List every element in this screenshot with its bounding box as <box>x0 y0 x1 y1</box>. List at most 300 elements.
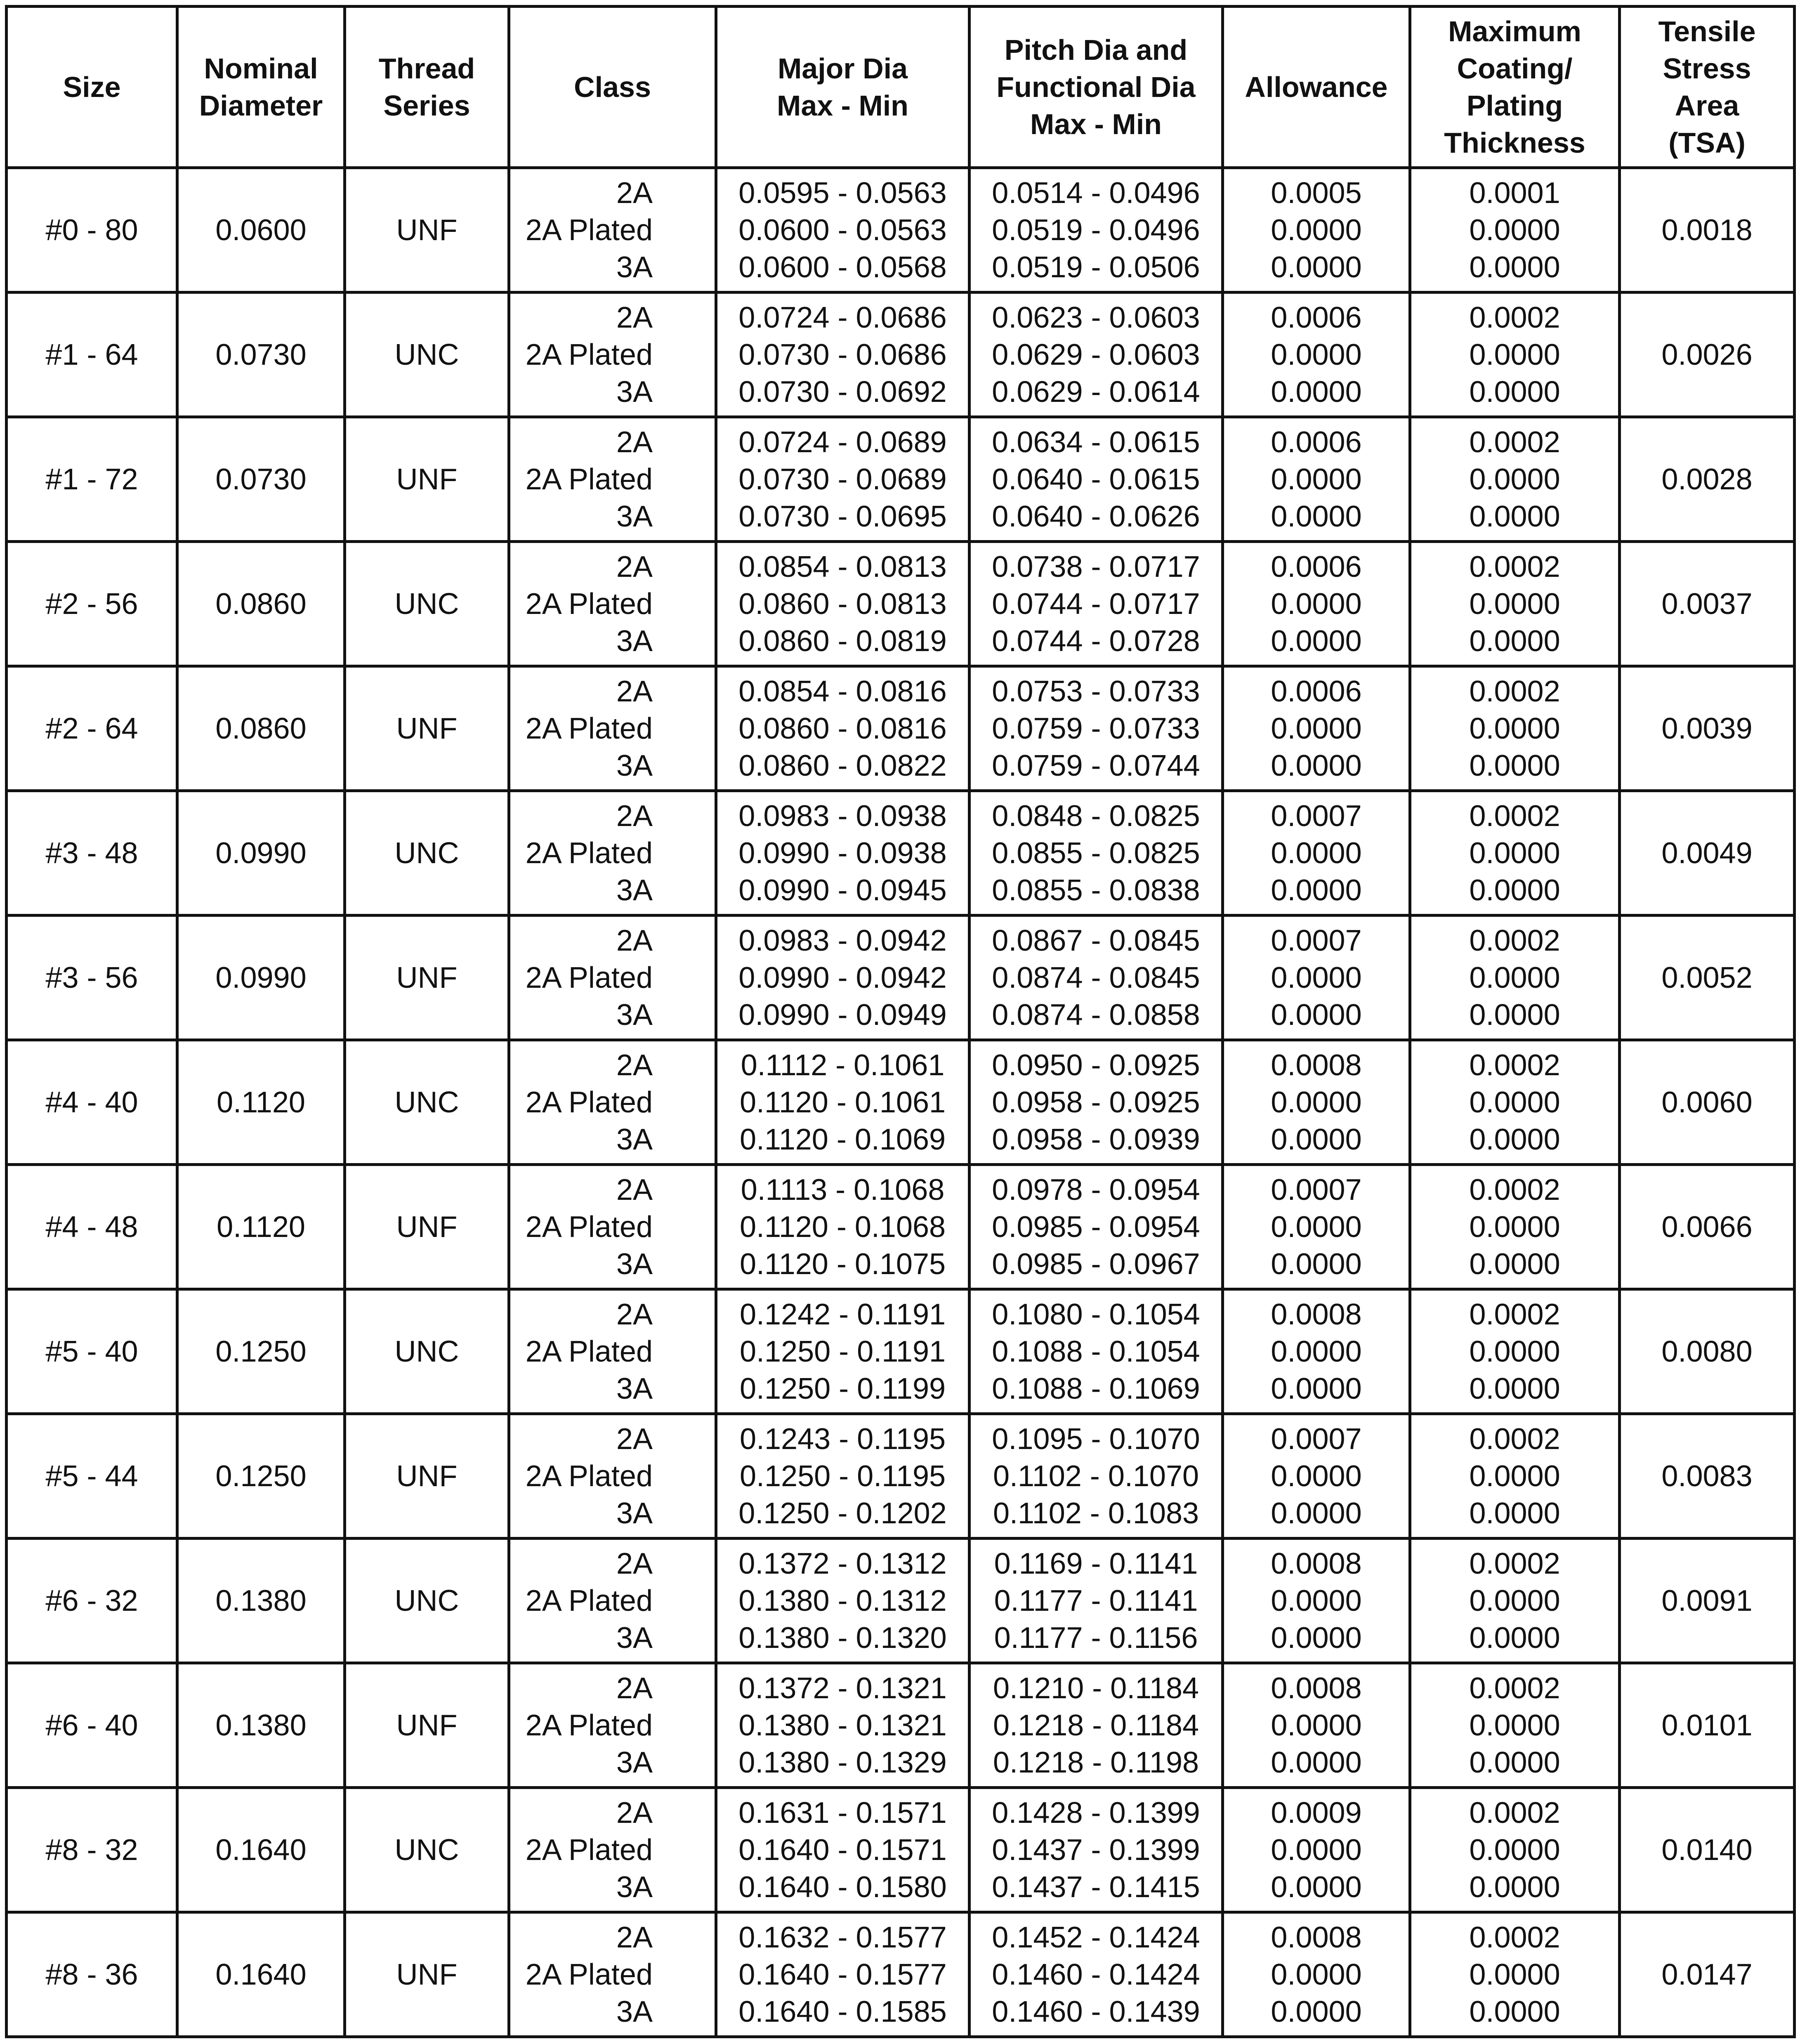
class-cell-line: 2A <box>616 799 653 833</box>
table-row <box>7 293 1795 417</box>
pitch-dia-cell <box>970 791 1223 916</box>
pitch-dia-cell-line: 0.1437 - 0.1399 <box>992 1833 1200 1867</box>
max-coating-cell-line: 0.0000 <box>1469 1709 1560 1742</box>
nominal-diameter-cell-value: 0.0990 <box>215 836 307 870</box>
size-cell <box>7 417 177 542</box>
major-dia-cell <box>716 417 970 542</box>
major-dia-cell-line: 0.1640 - 0.1585 <box>738 1995 947 2028</box>
allowance-cell-line: 0.0000 <box>1271 749 1362 782</box>
allowance-cell-line: 0.0000 <box>1271 1372 1362 1405</box>
major-dia-cell <box>716 791 970 916</box>
nominal-diameter-cell <box>177 168 345 293</box>
class-cell-line: 2A <box>616 301 653 334</box>
allowance-cell-line: 0.0007 <box>1271 1173 1362 1206</box>
allowance-cell-line: 0.0006 <box>1271 301 1362 334</box>
size-cell-value: #5 - 44 <box>45 1459 138 1493</box>
max-coating-cell <box>1410 168 1620 293</box>
nominal-diameter-cell-value: 0.1380 <box>215 1709 307 1742</box>
nominal-diameter-cell-value: 0.1640 <box>215 1958 307 1991</box>
allowance-cell-line: 0.0008 <box>1271 1671 1362 1705</box>
max-coating-cell-line: 0.0000 <box>1469 998 1560 1031</box>
header-line: Allowance <box>1245 71 1388 103</box>
pitch-dia-cell-line: 0.0629 - 0.0614 <box>992 375 1200 408</box>
allowance-cell-line: 0.0000 <box>1271 1833 1362 1867</box>
max-coating-cell <box>1410 1414 1620 1539</box>
pitch-dia-cell-line: 0.1452 - 0.1424 <box>992 1921 1200 1954</box>
class-cell-line: 3A <box>616 1870 653 1904</box>
allowance-cell-line: 0.0009 <box>1271 1796 1362 1829</box>
major-dia-cell <box>716 1912 970 2037</box>
tensile-stress-area-cell-value: 0.0039 <box>1661 712 1753 745</box>
pitch-dia-cell-line: 0.1102 - 0.1083 <box>993 1496 1199 1530</box>
allowance-cell-line: 0.0000 <box>1271 1709 1362 1742</box>
class-cell <box>509 293 716 417</box>
pitch-dia-cell-line: 0.0855 - 0.0838 <box>992 873 1200 907</box>
class-cell-line: 2A Plated <box>525 1459 653 1493</box>
major-dia-cell-line: 0.0990 - 0.0942 <box>738 961 947 994</box>
major-dia-cell-line: 0.0600 - 0.0563 <box>738 213 947 247</box>
major-dia-cell-line: 0.1380 - 0.1312 <box>738 1584 947 1617</box>
thread-series-cell <box>345 1289 509 1414</box>
max-coating-cell <box>1410 666 1620 791</box>
thread-series-cell <box>345 1539 509 1663</box>
nominal-diameter-cell <box>177 791 345 916</box>
max-coating-cell-line: 0.0000 <box>1469 338 1560 371</box>
pitch-dia-cell <box>970 666 1223 791</box>
size-cell <box>7 1663 177 1788</box>
allowance-cell-line: 0.0007 <box>1271 1422 1362 1456</box>
pitch-dia-cell-line: 0.0950 - 0.0925 <box>992 1048 1200 1082</box>
allowance-cell-line: 0.0000 <box>1271 836 1362 870</box>
table-row <box>7 1289 1795 1414</box>
allowance-cell <box>1223 1165 1410 1289</box>
allowance-cell-line: 0.0000 <box>1271 712 1362 745</box>
class-cell-line: 3A <box>616 998 653 1031</box>
nominal-diameter-cell-value: 0.1250 <box>215 1459 307 1493</box>
major-dia-cell-line: 0.0854 - 0.0816 <box>738 675 947 708</box>
thread-series-cell-value: UNF <box>396 1210 458 1244</box>
table-row <box>7 417 1795 542</box>
allowance-cell <box>1223 417 1410 542</box>
thread-series-cell <box>345 293 509 417</box>
header-line: Size <box>63 71 121 103</box>
allowance-cell-line: 0.0000 <box>1271 463 1362 496</box>
nominal-diameter-cell <box>177 417 345 542</box>
thread-spec-table <box>5 5 1796 2038</box>
major-dia-cell-line: 0.1120 - 0.1068 <box>739 1210 946 1244</box>
class-cell-line: 2A Plated <box>525 1709 653 1742</box>
tensile-stress-area-cell <box>1620 168 1795 293</box>
pitch-dia-cell-line: 0.0640 - 0.0615 <box>992 463 1200 496</box>
class-cell-line: 3A <box>616 1496 653 1530</box>
pitch-dia-cell-line: 0.1088 - 0.1054 <box>992 1335 1200 1368</box>
nominal-diameter-cell <box>177 1165 345 1289</box>
max-coating-cell-line: 0.0000 <box>1469 836 1560 870</box>
size-cell-value: #2 - 64 <box>45 712 138 745</box>
class-cell-line: 2A <box>616 1422 653 1456</box>
allowance-cell-line: 0.0000 <box>1271 1995 1362 2028</box>
size-cell <box>7 1788 177 1912</box>
major-dia-cell-line: 0.1120 - 0.1061 <box>739 1086 946 1119</box>
thread-series-cell <box>345 1165 509 1289</box>
pitch-dia-cell <box>970 1165 1223 1289</box>
pitch-dia-cell-line: 0.0753 - 0.0733 <box>992 675 1200 708</box>
allowance-cell <box>1223 1788 1410 1912</box>
major-dia-cell <box>716 1289 970 1414</box>
allowance-cell <box>1223 1663 1410 1788</box>
class-cell-line: 3A <box>616 749 653 782</box>
max-coating-cell-line: 0.0000 <box>1469 1870 1560 1904</box>
header-line: Area <box>1675 90 1739 122</box>
allowance-cell <box>1223 542 1410 666</box>
pitch-dia-cell-line: 0.0759 - 0.0733 <box>992 712 1200 745</box>
thread-spec-table-container <box>5 5 1793 2035</box>
header-nominal-diameter <box>177 7 345 168</box>
class-cell-line: 2A Plated <box>525 1086 653 1119</box>
header-line: Max - Min <box>777 90 908 122</box>
size-cell-value: #6 - 32 <box>45 1584 138 1617</box>
pitch-dia-cell-line: 0.1177 - 0.1156 <box>994 1621 1198 1655</box>
thread-series-cell-value: UNC <box>394 1833 459 1867</box>
nominal-diameter-cell <box>177 542 345 666</box>
tensile-stress-area-cell-value: 0.0066 <box>1661 1210 1753 1244</box>
class-cell-line: 3A <box>616 624 653 658</box>
max-coating-cell-line: 0.0000 <box>1469 587 1560 621</box>
major-dia-cell <box>716 293 970 417</box>
tensile-stress-area-cell <box>1620 1912 1795 2037</box>
max-coating-cell <box>1410 1539 1620 1663</box>
header-tensile-stress-area <box>1620 7 1795 168</box>
max-coating-cell <box>1410 1040 1620 1165</box>
allowance-cell-line: 0.0006 <box>1271 425 1362 459</box>
tensile-stress-area-cell <box>1620 916 1795 1040</box>
class-cell-line: 3A <box>616 873 653 907</box>
allowance-cell <box>1223 791 1410 916</box>
class-cell-line: 3A <box>616 1372 653 1405</box>
nominal-diameter-cell-value: 0.1120 <box>217 1210 305 1244</box>
max-coating-cell-line: 0.0002 <box>1469 1048 1560 1082</box>
class-cell-line: 2A Plated <box>525 712 653 745</box>
pitch-dia-cell-line: 0.0978 - 0.0954 <box>992 1173 1200 1206</box>
class-cell-line: 2A Plated <box>525 1584 653 1617</box>
header-line: Diameter <box>199 90 323 122</box>
major-dia-cell-line: 0.1250 - 0.1191 <box>739 1335 946 1368</box>
size-cell <box>7 1414 177 1539</box>
thread-series-cell-value: UNC <box>394 836 459 870</box>
size-cell <box>7 791 177 916</box>
class-cell <box>509 1289 716 1414</box>
thread-series-cell <box>345 1663 509 1788</box>
allowance-cell-line: 0.0005 <box>1271 176 1362 210</box>
header-line: Coating/ <box>1457 52 1573 85</box>
thread-series-cell-value: UNF <box>396 961 458 994</box>
nominal-diameter-cell-value: 0.1380 <box>215 1584 307 1617</box>
tensile-stress-area-cell <box>1620 1788 1795 1912</box>
allowance-cell-line: 0.0000 <box>1271 1746 1362 1779</box>
nominal-diameter-cell-value: 0.0730 <box>215 463 307 496</box>
allowance-cell-line: 0.0000 <box>1271 1335 1362 1368</box>
max-coating-cell <box>1410 1165 1620 1289</box>
class-cell-line: 2A Plated <box>525 1833 653 1867</box>
pitch-dia-cell-line: 0.1437 - 0.1415 <box>992 1870 1200 1904</box>
header-line: Tensile <box>1658 15 1756 47</box>
thread-series-cell <box>345 417 509 542</box>
pitch-dia-cell-line: 0.0759 - 0.0744 <box>992 749 1200 782</box>
class-cell-line: 3A <box>616 250 653 284</box>
allowance-cell <box>1223 293 1410 417</box>
thread-series-cell <box>345 168 509 293</box>
size-cell <box>7 542 177 666</box>
max-coating-cell-line: 0.0000 <box>1469 1372 1560 1405</box>
pitch-dia-cell-line: 0.0985 - 0.0954 <box>992 1210 1200 1244</box>
major-dia-cell-line: 0.0724 - 0.0689 <box>738 425 947 459</box>
class-cell-line: 2A <box>616 675 653 708</box>
major-dia-cell-line: 0.0990 - 0.0945 <box>738 873 947 907</box>
header-line: Nominal <box>204 52 318 85</box>
class-cell <box>509 916 716 1040</box>
class-cell-line: 2A <box>616 1671 653 1705</box>
class-cell <box>509 1414 716 1539</box>
class-cell-line: 3A <box>616 1995 653 2028</box>
major-dia-cell <box>716 1040 970 1165</box>
major-dia-cell-line: 0.0600 - 0.0568 <box>738 250 947 284</box>
allowance-cell <box>1223 1289 1410 1414</box>
size-cell-value: #8 - 32 <box>45 1833 138 1867</box>
allowance-cell-line: 0.0000 <box>1271 961 1362 994</box>
tensile-stress-area-cell <box>1620 542 1795 666</box>
major-dia-cell <box>716 1788 970 1912</box>
tensile-stress-area-cell-value: 0.0147 <box>1661 1958 1753 1991</box>
nominal-diameter-cell-value: 0.0990 <box>215 961 307 994</box>
max-coating-cell-line: 0.0002 <box>1469 799 1560 833</box>
major-dia-cell <box>716 666 970 791</box>
major-dia-cell-line: 0.0983 - 0.0942 <box>738 924 947 957</box>
header-line: Series <box>383 90 470 122</box>
allowance-cell <box>1223 168 1410 293</box>
tensile-stress-area-cell-value: 0.0026 <box>1661 338 1753 371</box>
pitch-dia-cell-line: 0.1460 - 0.1439 <box>992 1995 1200 2028</box>
header-line: Functional Dia <box>996 71 1196 103</box>
class-cell-line: 2A Plated <box>525 338 653 371</box>
major-dia-cell-line: 0.1243 - 0.1195 <box>739 1422 946 1456</box>
nominal-diameter-cell <box>177 293 345 417</box>
tensile-stress-area-cell <box>1620 1663 1795 1788</box>
table-row <box>7 1912 1795 2037</box>
header-size <box>7 7 177 168</box>
size-cell-value: #3 - 48 <box>45 836 138 870</box>
major-dia-cell-line: 0.0983 - 0.0938 <box>738 799 947 833</box>
pitch-dia-cell <box>970 417 1223 542</box>
nominal-diameter-cell-value: 0.1640 <box>215 1833 307 1867</box>
max-coating-cell <box>1410 1912 1620 2037</box>
nominal-diameter-cell-value: 0.0730 <box>215 338 307 371</box>
thread-series-cell-value: UNF <box>396 213 458 247</box>
header-line: (TSA) <box>1668 127 1746 159</box>
class-cell-line: 2A <box>616 1547 653 1580</box>
pitch-dia-cell-line: 0.0640 - 0.0626 <box>992 500 1200 533</box>
table-row <box>7 666 1795 791</box>
tensile-stress-area-cell-value: 0.0060 <box>1661 1086 1753 1119</box>
size-cell-value: #1 - 64 <box>45 338 138 371</box>
max-coating-cell-line: 0.0002 <box>1469 924 1560 957</box>
pitch-dia-cell <box>970 1414 1223 1539</box>
major-dia-cell-line: 0.1113 - 0.1068 <box>741 1173 945 1206</box>
max-coating-cell <box>1410 1289 1620 1414</box>
major-dia-cell <box>716 916 970 1040</box>
header-row <box>7 7 1795 168</box>
size-cell-value: #6 - 40 <box>45 1709 138 1742</box>
nominal-diameter-cell-value: 0.1250 <box>215 1335 307 1368</box>
major-dia-cell-line: 0.1120 - 0.1075 <box>739 1247 946 1281</box>
size-cell-value: #2 - 56 <box>45 587 138 621</box>
allowance-cell-line: 0.0006 <box>1271 675 1362 708</box>
class-cell-line: 2A Plated <box>525 463 653 496</box>
max-coating-cell-line: 0.0000 <box>1469 873 1560 907</box>
tensile-stress-area-cell-value: 0.0049 <box>1661 836 1753 870</box>
major-dia-cell-line: 0.0730 - 0.0689 <box>738 463 947 496</box>
allowance-cell-line: 0.0008 <box>1271 1547 1362 1580</box>
pitch-dia-cell <box>970 916 1223 1040</box>
max-coating-cell-line: 0.0000 <box>1469 1995 1560 2028</box>
class-cell-line: 3A <box>616 1247 653 1281</box>
pitch-dia-cell-line: 0.1088 - 0.1069 <box>992 1372 1200 1405</box>
header-line: Class <box>574 71 651 103</box>
tensile-stress-area-cell-value: 0.0037 <box>1661 587 1753 621</box>
class-cell-line: 2A Plated <box>525 587 653 621</box>
table-row <box>7 1165 1795 1289</box>
header-pitch-dia <box>970 7 1223 168</box>
nominal-diameter-cell <box>177 1040 345 1165</box>
major-dia-cell-line: 0.1372 - 0.1321 <box>738 1671 947 1705</box>
tensile-stress-area-cell-value: 0.0140 <box>1661 1833 1753 1867</box>
major-dia-cell-line: 0.0990 - 0.0938 <box>738 836 947 870</box>
max-coating-cell-line: 0.0001 <box>1469 176 1560 210</box>
major-dia-cell <box>716 1414 970 1539</box>
allowance-cell <box>1223 1539 1410 1663</box>
major-dia-cell <box>716 1663 970 1788</box>
max-coating-cell <box>1410 1663 1620 1788</box>
allowance-cell-line: 0.0000 <box>1271 1123 1362 1156</box>
thread-series-cell <box>345 916 509 1040</box>
size-cell <box>7 1289 177 1414</box>
major-dia-cell <box>716 168 970 293</box>
major-dia-cell-line: 0.1112 - 0.1061 <box>741 1048 945 1082</box>
table-row <box>7 542 1795 666</box>
allowance-cell-line: 0.0000 <box>1271 213 1362 247</box>
class-cell-line: 2A <box>616 1298 653 1331</box>
header-line: Stress <box>1663 52 1751 85</box>
thread-series-cell-value: UNF <box>396 1459 458 1493</box>
size-cell-value: #4 - 40 <box>45 1086 138 1119</box>
pitch-dia-cell-line: 0.0623 - 0.0603 <box>992 301 1200 334</box>
max-coating-cell-line: 0.0002 <box>1469 1671 1560 1705</box>
major-dia-cell-line: 0.1380 - 0.1320 <box>738 1621 947 1655</box>
max-coating-cell <box>1410 791 1620 916</box>
max-coating-cell-line: 0.0000 <box>1469 712 1560 745</box>
max-coating-cell-line: 0.0002 <box>1469 301 1560 334</box>
allowance-cell <box>1223 1912 1410 2037</box>
pitch-dia-cell-line: 0.1095 - 0.1070 <box>992 1422 1200 1456</box>
allowance-cell-line: 0.0000 <box>1271 624 1362 658</box>
max-coating-cell-line: 0.0000 <box>1469 213 1560 247</box>
thread-series-cell <box>345 1414 509 1539</box>
allowance-cell <box>1223 666 1410 791</box>
pitch-dia-cell <box>970 1040 1223 1165</box>
size-cell-value: #1 - 72 <box>45 463 138 496</box>
class-cell-line: 2A <box>616 1796 653 1829</box>
header-major-dia <box>716 7 970 168</box>
allowance-cell <box>1223 916 1410 1040</box>
class-cell <box>509 542 716 666</box>
class-cell-line: 3A <box>616 500 653 533</box>
class-cell <box>509 666 716 791</box>
major-dia-cell-line: 0.0990 - 0.0949 <box>738 998 947 1031</box>
class-cell-line: 2A <box>616 425 653 459</box>
size-cell-value: #3 - 56 <box>45 961 138 994</box>
allowance-cell-line: 0.0000 <box>1271 1958 1362 1991</box>
major-dia-cell-line: 0.0730 - 0.0695 <box>738 500 947 533</box>
max-coating-cell-line: 0.0000 <box>1469 250 1560 284</box>
table-row <box>7 791 1795 916</box>
pitch-dia-cell-line: 0.0744 - 0.0717 <box>992 587 1200 621</box>
table-body <box>7 168 1795 2037</box>
allowance-cell-line: 0.0000 <box>1271 1247 1362 1281</box>
max-coating-cell-line: 0.0000 <box>1469 1833 1560 1867</box>
header-allowance <box>1223 7 1410 168</box>
max-coating-cell-line: 0.0002 <box>1469 1173 1560 1206</box>
tensile-stress-area-cell-value: 0.0091 <box>1661 1584 1753 1617</box>
size-cell-value: #4 - 48 <box>45 1210 138 1244</box>
pitch-dia-cell-line: 0.0744 - 0.0728 <box>992 624 1200 658</box>
tensile-stress-area-cell <box>1620 1289 1795 1414</box>
max-coating-cell-line: 0.0000 <box>1469 1746 1560 1779</box>
max-coating-cell-line: 0.0002 <box>1469 1921 1560 1954</box>
class-cell-line: 3A <box>616 1123 653 1156</box>
pitch-dia-cell-line: 0.0867 - 0.0845 <box>992 924 1200 957</box>
tensile-stress-area-cell <box>1620 791 1795 916</box>
max-coating-cell-line: 0.0000 <box>1469 1496 1560 1530</box>
nominal-diameter-cell <box>177 916 345 1040</box>
major-dia-cell-line: 0.0860 - 0.0819 <box>738 624 947 658</box>
tensile-stress-area-cell-value: 0.0101 <box>1661 1709 1753 1742</box>
allowance-cell-line: 0.0000 <box>1271 1584 1362 1617</box>
table-row <box>7 168 1795 293</box>
max-coating-cell-line: 0.0000 <box>1469 1584 1560 1617</box>
max-coating-cell-line: 0.0000 <box>1469 1123 1560 1156</box>
nominal-diameter-cell-value: 0.0860 <box>215 587 307 621</box>
max-coating-cell <box>1410 542 1620 666</box>
pitch-dia-cell-line: 0.0848 - 0.0825 <box>992 799 1200 833</box>
tensile-stress-area-cell <box>1620 1414 1795 1539</box>
max-coating-cell-line: 0.0002 <box>1469 550 1560 583</box>
class-cell-line: 2A Plated <box>525 836 653 870</box>
thread-series-cell-value: UNC <box>394 1335 459 1368</box>
pitch-dia-cell-line: 0.0514 - 0.0496 <box>992 176 1200 210</box>
class-cell <box>509 1663 716 1788</box>
pitch-dia-cell-line: 0.1210 - 0.1184 <box>993 1671 1199 1705</box>
major-dia-cell-line: 0.1120 - 0.1069 <box>739 1123 946 1156</box>
pitch-dia-cell-line: 0.0958 - 0.0925 <box>992 1086 1200 1119</box>
thread-series-cell-value: UNC <box>394 1086 459 1119</box>
pitch-dia-cell-line: 0.0985 - 0.0967 <box>992 1247 1200 1281</box>
pitch-dia-cell-line: 0.1428 - 0.1399 <box>992 1796 1200 1829</box>
nominal-diameter-cell <box>177 1663 345 1788</box>
allowance-cell-line: 0.0008 <box>1271 1921 1362 1954</box>
class-cell <box>509 1912 716 2037</box>
pitch-dia-cell-line: 0.0634 - 0.0615 <box>992 425 1200 459</box>
class-cell <box>509 1165 716 1289</box>
major-dia-cell <box>716 1539 970 1663</box>
